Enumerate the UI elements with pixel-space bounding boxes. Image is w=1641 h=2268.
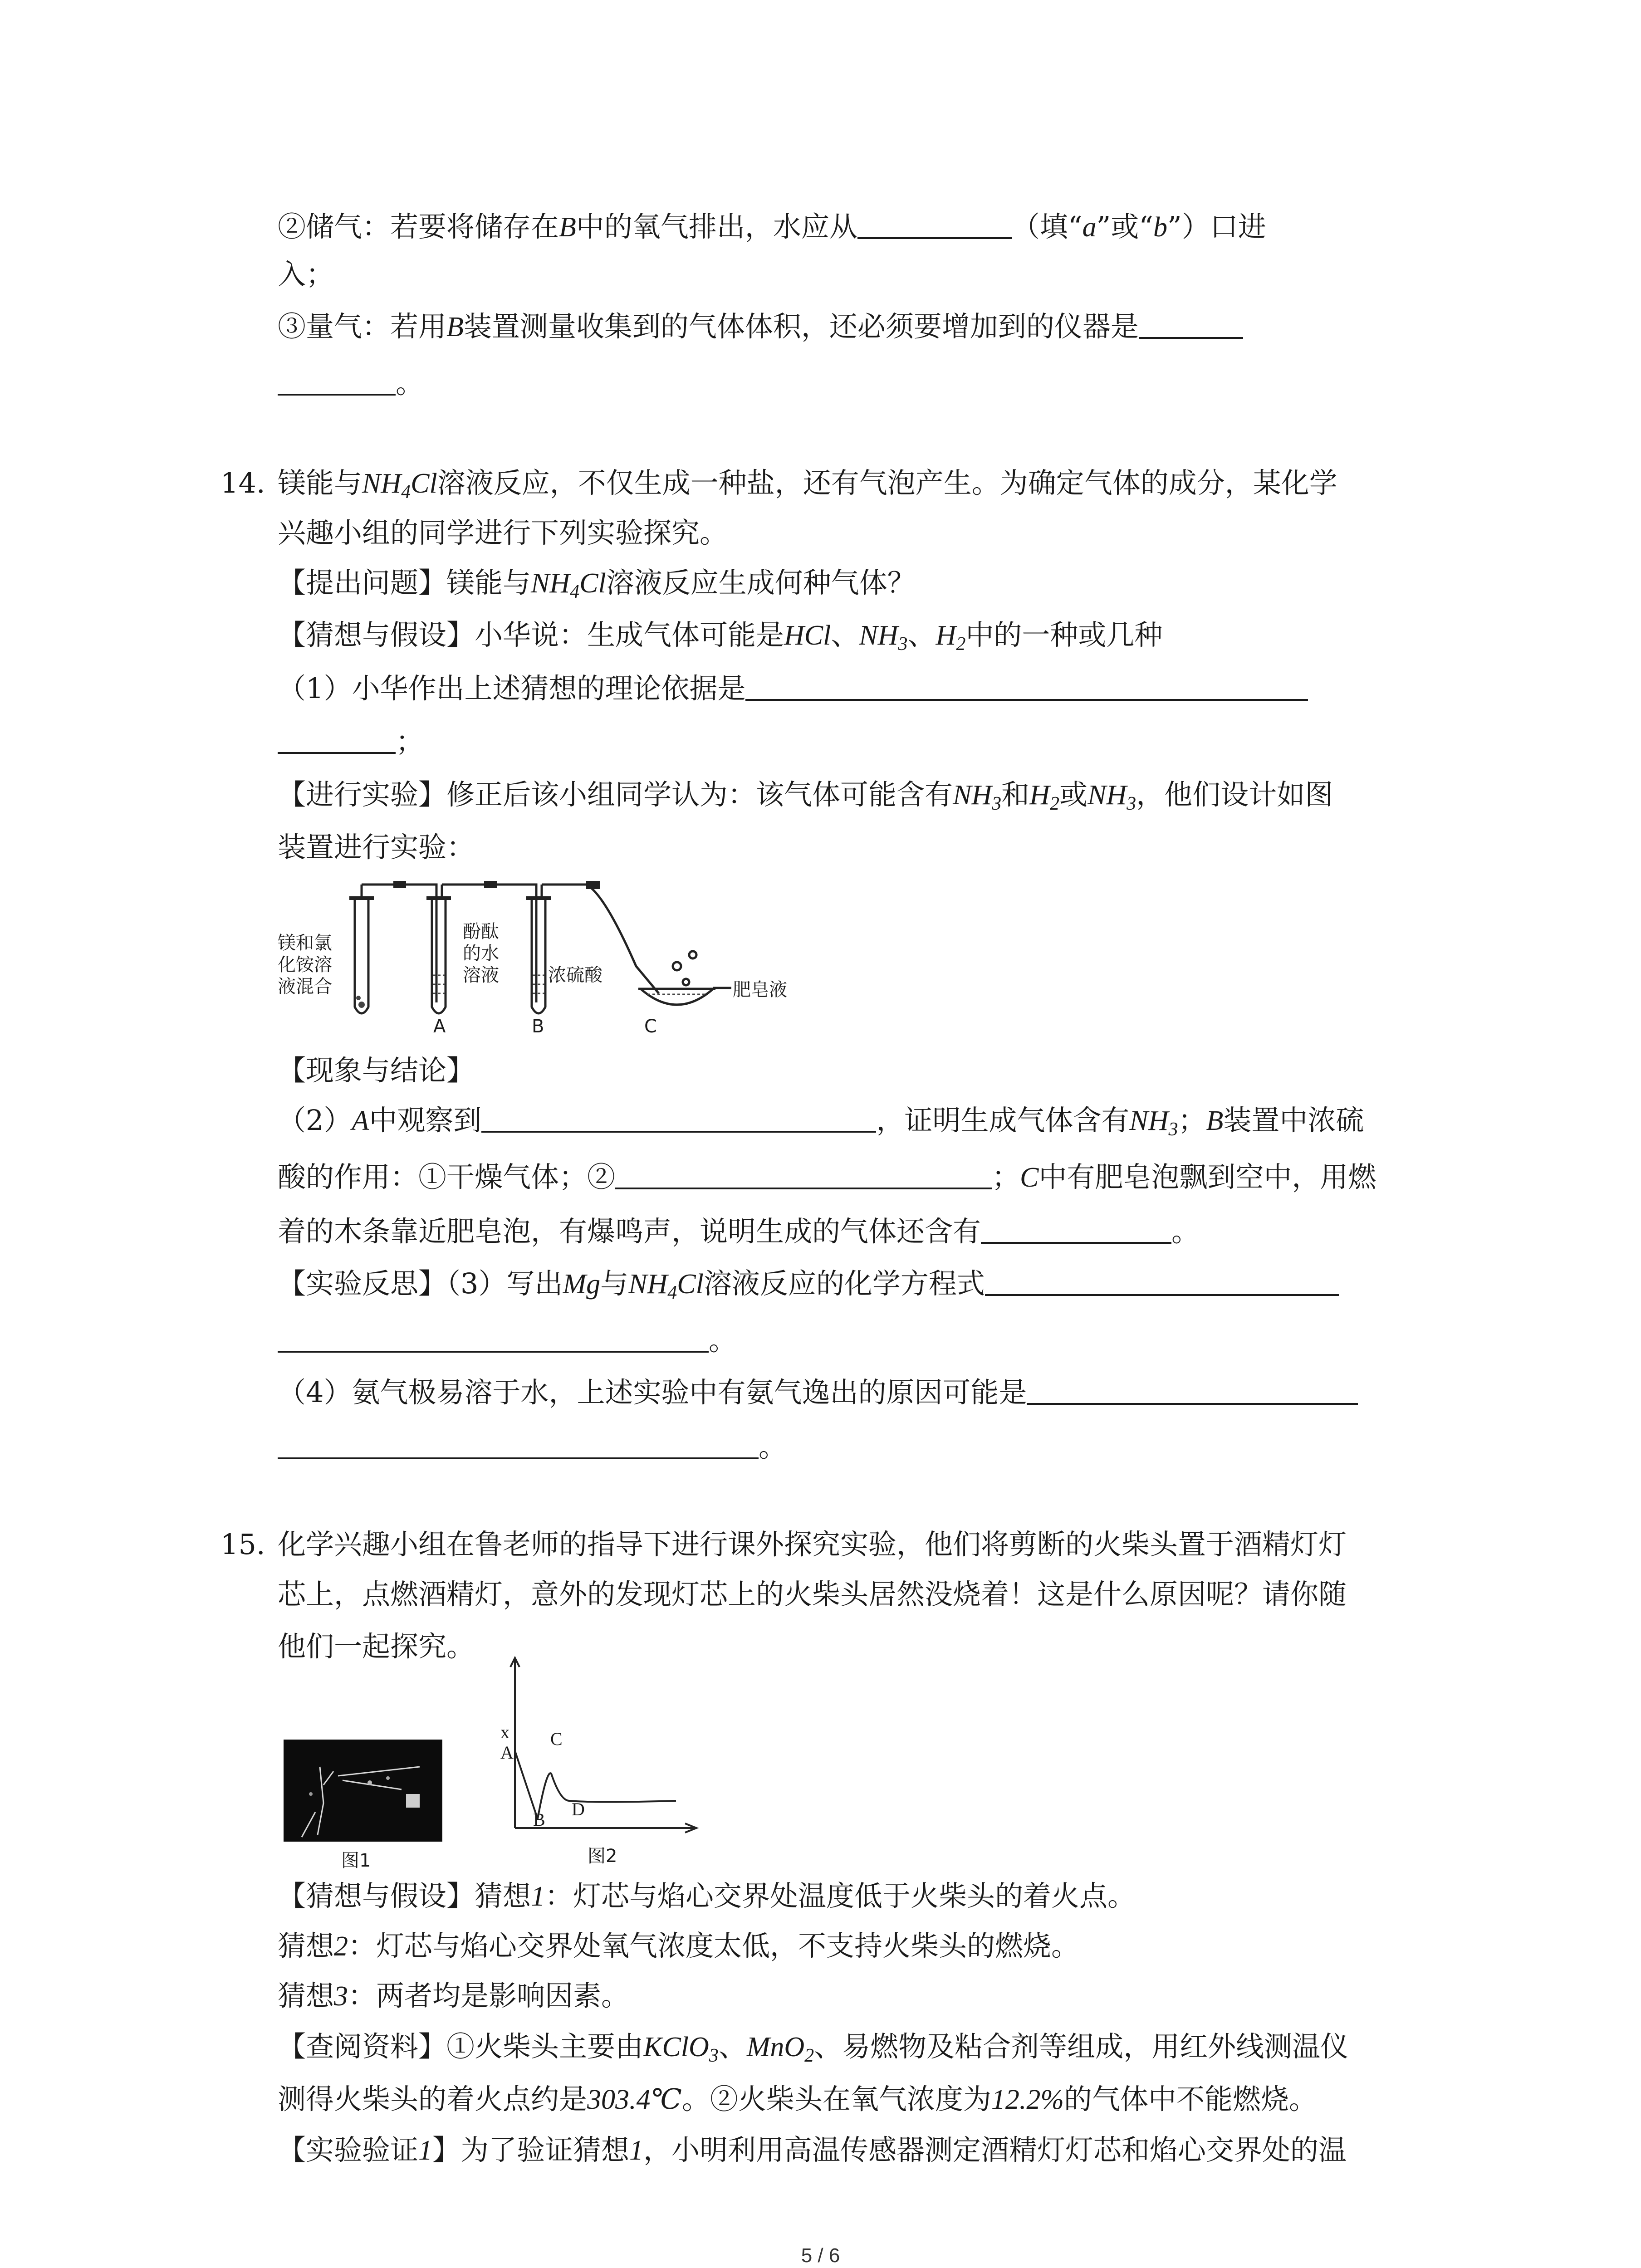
- question-number-14: 14.: [220, 466, 265, 499]
- figure-1-label: 图1: [341, 1850, 371, 1871]
- q15-line-3: 他们一起探究。: [278, 1630, 475, 1663]
- q14-line-1: 镁能与$NH_4Cl$溶液反应，不仅生成一种盐，还有气泡产生。为确定气体的成分，某化学: [278, 466, 1337, 503]
- q15-line-5: 猜想2：灯芯与焰心交界处氧气浓度太低，不支持火柴头的燃烧。: [278, 1929, 1080, 1962]
- graph-label-B: B: [533, 1809, 545, 1830]
- graph-label-C: C: [550, 1729, 563, 1749]
- q14-line-14: 。: [278, 1322, 737, 1359]
- answer-blank[interactable]: [278, 368, 396, 396]
- q13-line-2: 入；: [278, 258, 334, 291]
- q14-line-11: 酸的作用：①干燥气体；② ；C中有肥皂泡飘到空中，用燃: [278, 1160, 1376, 1193]
- q14-line-15: （4）氨气极易溶于水，上述实验中有氨气逸出的原因可能是: [278, 1374, 1358, 1411]
- q15-line-7: 【查阅资料】①火柴头主要由KClO$_3$、MnO$_2$、易燃物及粘合剂等组成，用红外线测温仪: [278, 2030, 1349, 2066]
- answer-blank[interactable]: [615, 1162, 992, 1189]
- question-number-15: 15.: [220, 1528, 265, 1561]
- q15-line-6: 猜想3：两者均是影响因素。: [278, 1979, 630, 2012]
- label-B: B: [532, 1016, 544, 1037]
- answer-blank[interactable]: [985, 1269, 1339, 1296]
- q14-line-4: 【猜想与假设】小华说：生成气体可能是HCl、$NH_3$、$H_2$中的一种或几种: [278, 618, 1163, 655]
- answer-blank[interactable]: [278, 727, 396, 754]
- answer-blank[interactable]: [278, 1432, 759, 1459]
- q14-line-12: 着的木条靠近肥皂泡，有爆鸣声，说明生成的气体还含有 。: [278, 1215, 1200, 1248]
- graph-label-x: x: [500, 1722, 509, 1742]
- label-phenolphthalein: 酚酞 的水 溶液: [463, 921, 499, 986]
- q14-line-2: 兴趣小组的同学进行下列实验探究。: [278, 516, 728, 549]
- q14-line-9: 【现象与结论】: [278, 1054, 475, 1087]
- q13-line-4: 。: [278, 365, 424, 401]
- label-soap: 肥皂液: [733, 979, 787, 1000]
- answer-blank[interactable]: [981, 1217, 1171, 1244]
- q13-line-3: ③量气：若用B装置测量收集到的气体体积，还必须要增加到的仪器是: [278, 308, 1243, 345]
- q14-line-5: （1）小华作出上述猜想的理论依据是: [278, 670, 1308, 707]
- q14-line-7: 【进行实验】修正后该小组同学认为：该气体可能含有$NH_3$和$H_2$或$NH_3$，他们设计如图: [278, 778, 1333, 814]
- figure-2-graph: [495, 1651, 703, 1842]
- q14-line-10: （2）A中观察到 ，证明生成气体含有$NH_3$；B装置中浓硫: [278, 1104, 1364, 1140]
- answer-blank[interactable]: [481, 1105, 876, 1133]
- label-C: C: [644, 1016, 657, 1037]
- q14-line-6: ；: [278, 723, 424, 760]
- q14-line-13: 【实验反思】（3）写出Mg与$NH_4Cl$溶液反应的化学方程式: [278, 1266, 1339, 1302]
- q15-line-4: 【猜想与假设】猜想1：灯芯与焰心交界处温度低于火柴头的着火点。: [278, 1879, 1136, 1912]
- q14-line-16: 。: [278, 1429, 787, 1465]
- figure-2-label: 图2: [588, 1846, 617, 1867]
- answer-blank[interactable]: [745, 674, 1308, 701]
- page-number: 5 / 6: [801, 2244, 840, 2267]
- q15-line-2: 芯上，点燃酒精灯，意外的发现灯芯上的火柴头居然没烧着！这是什么原因呢？请你随: [278, 1578, 1347, 1611]
- graph-label-A: A: [500, 1742, 514, 1763]
- q13-line-1: ②储气：若要将储存在B中的氧气排出，水应从 （填“a”或“b”）口进: [278, 210, 1266, 243]
- label-sulfuric-acid: 浓硫酸: [548, 965, 603, 986]
- graph-label-D: D: [572, 1799, 585, 1819]
- answer-blank[interactable]: [1027, 1378, 1358, 1405]
- q15-line-8: 测得火柴头的着火点约是303.4℃。②火柴头在氧气浓度为12.2%的气体中不能燃烧。: [278, 2082, 1318, 2116]
- answer-blank[interactable]: [1139, 312, 1243, 339]
- label-A: A: [433, 1016, 446, 1037]
- q14-line-8: 装置进行实验：: [278, 831, 475, 864]
- answer-blank[interactable]: [278, 1325, 709, 1353]
- label-reaction-tube: 镁和氯 化铵溶 液混合: [278, 933, 332, 997]
- q15-line-9: 【实验验证1】为了验证猜想1，小明利用高温传感器测定酒精灯灯芯和焰心交界处的温: [278, 2133, 1347, 2166]
- answer-blank[interactable]: [857, 212, 1012, 239]
- figure-1-photo: [284, 1740, 442, 1842]
- q15-line-1: 化学兴趣小组在鲁老师的指导下进行课外探究实验，他们将剪断的火柴头置于酒精灯灯: [278, 1528, 1347, 1561]
- q14-line-3: 【提出问题】镁能与$NH_4Cl$溶液反应生成何种气体？: [278, 566, 916, 602]
